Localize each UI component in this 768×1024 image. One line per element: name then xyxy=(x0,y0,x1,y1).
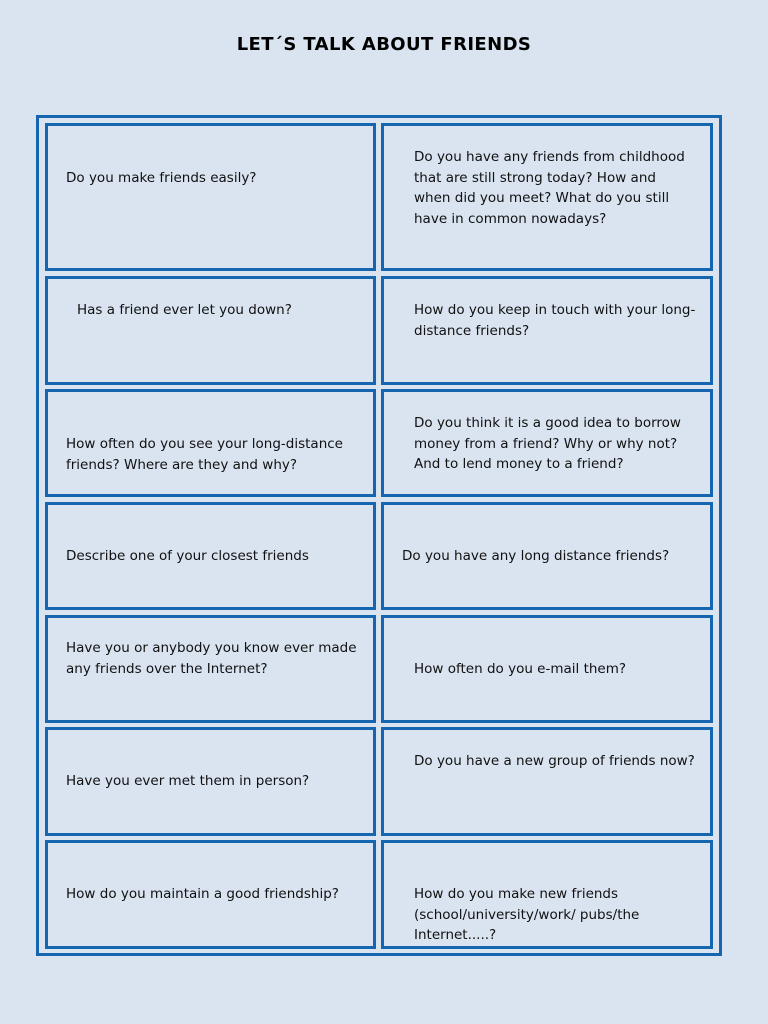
question-text: Do you have a new group of friends now? xyxy=(414,753,695,769)
question-text: Do you have any long distance friends? xyxy=(402,548,670,564)
question-card xyxy=(45,276,376,385)
question-card xyxy=(45,123,376,271)
question-text: Do you make friends easily? xyxy=(66,170,257,186)
question-text: Has a friend ever let you down? xyxy=(77,302,292,318)
question-text: How do you maintain a good friendship? xyxy=(66,886,339,902)
question-text: How often do you see your long-distance friends? Where are they and why? xyxy=(66,436,343,473)
question-text: Have you or anybody you know ever made any friends over the Internet? xyxy=(66,640,357,677)
question-text: Have you ever met them in person? xyxy=(66,773,310,789)
question-card xyxy=(381,727,713,836)
question-text: Describe one of your closest friends xyxy=(66,548,309,564)
question-text: How often do you e-mail them? xyxy=(414,661,627,677)
question-text: How do you keep in touch with your long- distance friends? xyxy=(414,302,696,339)
page-title: LET´S TALK ABOUT FRIENDS xyxy=(236,34,532,55)
question-text: How do you make new friends (school/university/work/ pubs/the Internet.....? xyxy=(414,886,640,943)
question-text: Do you think it is a good idea to borrow money from a friend? Why or why not? And to lend money to a friend? xyxy=(414,415,681,472)
question-text: Do you have any friends from childhood that are still strong today? How and when did you meet? What do you still have in common nowadays? xyxy=(414,149,685,227)
